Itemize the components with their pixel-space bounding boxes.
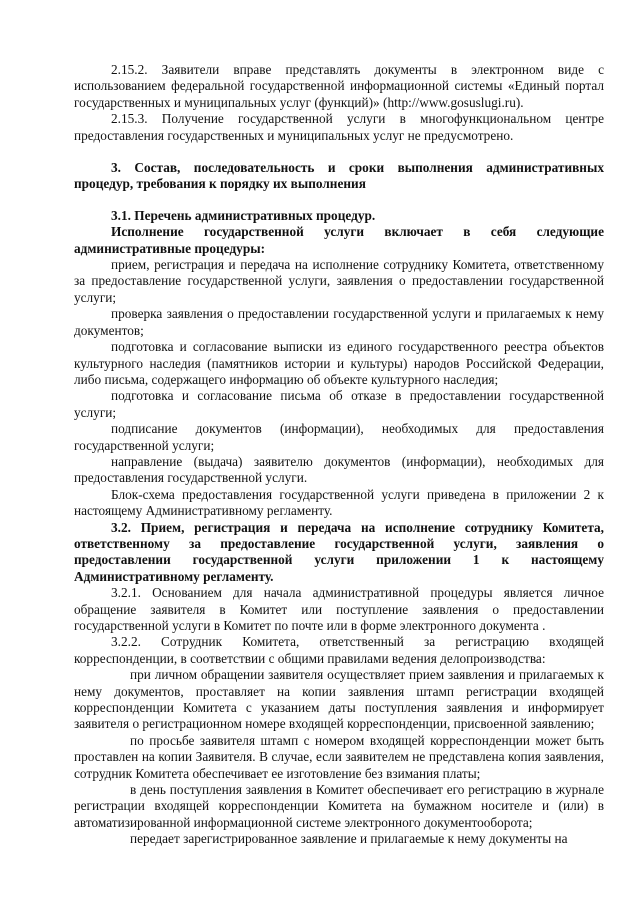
list-item-verification: проверка заявления о предоставлении государственной услуги и прилагаемых к нему документов; [74, 306, 604, 338]
list-item-extract: подготовка и согласование выписки из единого государственного реестра объектов культурного наследия (памятников истории и культуры) народов Российской Федерации, либо письма, содержащего информацию об объекте культурного наследия; [74, 339, 604, 387]
paragraph-transfer: передает зарегистрированное заявление и прилагаемые к нему документы на [130, 831, 568, 847]
list-item-reception: прием, регистрация и передача на исполнение сотруднику Комитета, ответственному за предоставление государственной услуги, заявления о предоставлении государственной услуги; [74, 257, 604, 305]
section-3-heading: 3. Состав, последовательность и сроки выполнения административных процедур, требования к порядку их выполнения [74, 160, 604, 192]
section-3-2-heading: 3.2. Прием, регистрация и передача на исполнение сотруднику Комитета, ответственному за предоставление государственной услуги, заявления о предоставлении государственной услуги приложении 1 к настоящему Административному регламенту. [74, 519, 604, 584]
paragraph-2-15-2: 2.15.2. Заявители вправе представлять документы в электронном виде с использованием федеральной государственной информационной системы «Единый портал государственных и муниципальных услуг (функций)» (http://www.gosuslugi.ru). [74, 62, 604, 110]
paragraph-stamp-copy: по просьбе заявителя штамп с номером входящей корреспонденции может быть проставлен на копии Заявителя. В случае, если заявителем не представлена копия заявления, сотрудник Комитета обеспечивает ее изготовление без взимания платы; [74, 732, 604, 781]
section-3-1-heading: 3.1. Перечень административных процедур. [111, 207, 376, 223]
list-item-delivery: направление (выдача) заявителю документов (информации), необходимых для предоставления государственной услуги. [74, 453, 604, 486]
paragraph-2-15-3: 2.15.3. Получение государственной услуги в многофункциональном центре предоставления государственных и муниципальных услуг не предусмотрено. [74, 111, 604, 143]
list-item-refusal: подготовка и согласование письма об отказе в предоставлении государственной услуги; [74, 388, 604, 420]
paragraph-3-2-2: 3.2.2. Сотрудник Комитета, ответственный за регистрацию входящей корреспонденции, в соответствии с общими правилами ведения делопроизводства: [74, 634, 604, 666]
list-item-signing: подписание документов (информации), необходимых для предоставления государственной услуги; [74, 421, 604, 453]
paragraph-personal-visit: при личном обращении заявителя осуществляет прием заявления и прилагаемых к нему документов, проставляет на копии заявления штамп регистрации входящей корреспонденции Комитета с указанием даты поступления заявления и информирует заявителя о регистрационном номере входящей корреспонденции, присвоенной заявлению; [74, 667, 604, 732]
procedures-intro: Исполнение государственной услуги включает в себя следующие административные процедуры: [74, 224, 604, 256]
flowchart-reference: Блок-схема предоставления государственной услуги приведена в приложении 2 к настоящему Административному регламенту. [74, 486, 604, 519]
paragraph-registration-day: в день поступления заявления в Комитет обеспечивает его регистрацию в журнале регистрации входящей корреспонденции Комитета на бумажном носителе и (или) в автоматизированной информационной системе электронного документооборота; [74, 782, 604, 830]
paragraph-3-2-1: 3.2.1. Основанием для начала административной процедуры является личное обращение заявителя в Комитет или поступление заявления о предоставлении государственной услуги в Комитет по почте или в форме электронного документа . [74, 585, 604, 633]
